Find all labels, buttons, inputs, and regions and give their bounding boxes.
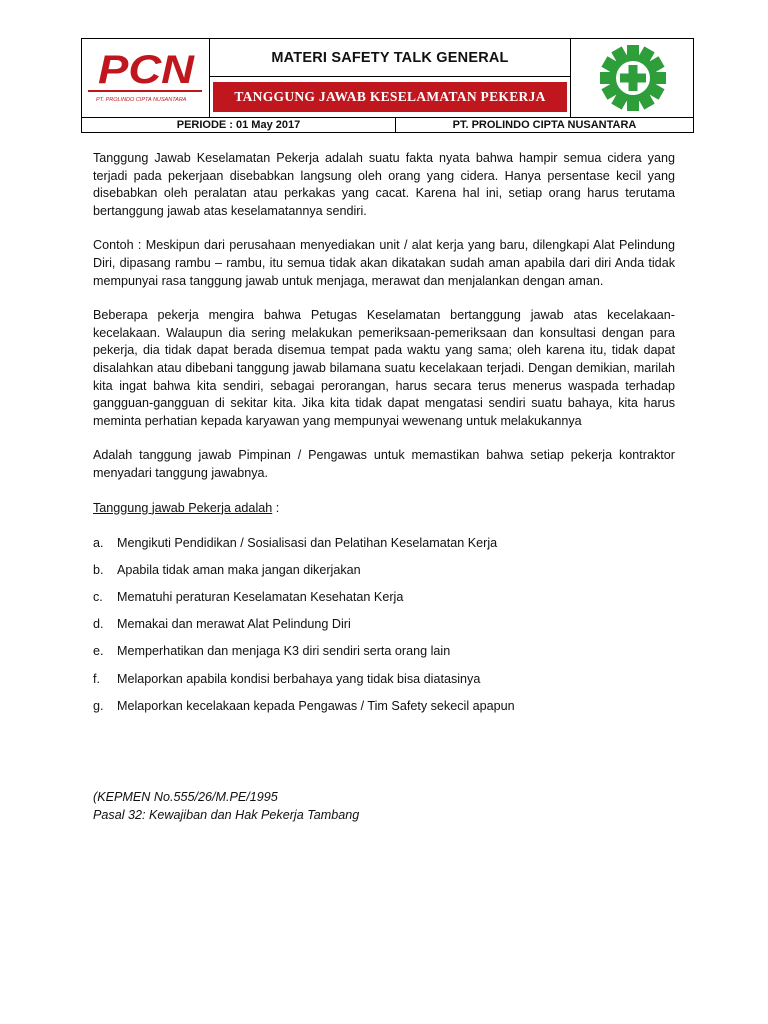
- list-marker: f.: [93, 671, 100, 686]
- list-item: [93, 643, 675, 661]
- list-item: [93, 671, 675, 689]
- document-body: [93, 150, 675, 725]
- list-item-text: Apabila tidak aman maka jangan dikerjakan: [117, 563, 361, 578]
- list-item-text: Memperhatikan dan menjaga K3 diri sendiri serta orang lain: [117, 644, 451, 659]
- paragraph: Adalah tanggung jawab Pimpinan / Pengawas untuk memastikan bahwa setiap pekerja kontraktor menyadari tanggung jawabnya.: [93, 448, 675, 480]
- list-item: [93, 589, 675, 607]
- list-item-text: Melaporkan apabila kondisi berbahaya yang tidak bisa diatasinya: [117, 671, 481, 686]
- list-item-text: Mematuhi peraturan Keselamatan Kesehatan Kerja: [117, 590, 404, 605]
- list-marker: b.: [93, 563, 104, 578]
- period-label: PERIODE : 01 May 2017: [82, 118, 396, 132]
- pcn-logo-icon: [82, 39, 208, 115]
- list-item: [93, 698, 675, 716]
- list-heading: [93, 500, 675, 518]
- paragraph: Contoh : Meskipun dari perusahaan menyediakan unit / alat kerja yang baru, dilengkapi Alat Pelindung Diri, dipasang rambu – rambu, itu semua tidak akan dikatakan sudah aman apabila dari diri Anda tidak mempunyai rasa tanggung jawab untuk menjaga, merawat dan menjalankan dengan aman.: [93, 238, 675, 288]
- list-item: [93, 616, 675, 634]
- document-header: [81, 38, 694, 133]
- list-item-text: Mengikuti Pendidikan / Sosialisasi dan Pelatihan Keselamatan Kerja: [117, 536, 498, 551]
- reference-line: Pasal 32: Kewajiban dan Hak Pekerja Tambang: [93, 808, 360, 822]
- list-item: [93, 535, 675, 553]
- list-heading-text: Tanggung jawab Pekerja adalah: [93, 500, 273, 515]
- company-name: PT. PROLINDO CIPTA NUSANTARA: [452, 119, 637, 131]
- list-marker: a.: [93, 536, 104, 551]
- logo-subtext: PT. PROLINDO CIPTA NUSANTARA: [96, 97, 187, 103]
- list-marker: d.: [93, 617, 104, 632]
- responsibility-list: [93, 535, 675, 715]
- reference-line: (KEPMEN No.555/26/M.PE/1995: [93, 790, 278, 804]
- list-marker: e.: [93, 644, 104, 659]
- document-title: MATERI SAFETY TALK GENERAL: [210, 39, 570, 77]
- company-logo: [82, 39, 210, 117]
- list-item-text: Melaporkan kecelakaan kepada Pengawas / Tim Safety sekecil apapun: [117, 698, 515, 713]
- list-heading-suffix: :: [272, 500, 280, 515]
- list-marker: g.: [93, 698, 104, 713]
- logo-text: PCN: [98, 48, 196, 92]
- paragraph: Tanggung Jawab Keselamatan Pekerja adalah suatu fakta nyata bahwa hampir semua cidera yang terjadi pada pekerjaan disebabkan langsung oleh orang yang cidera. Hanya persentase kecil yang disebabkan oleh peralatan atau perkakas yang cacat. Karena hal ini, setiap orang harus terutama bertanggung jawab atas keselamatannya sendiri.: [93, 151, 675, 218]
- list-item-text: Memakai dan merawat Alat Pelindung Diri: [117, 617, 351, 632]
- regulation-reference: [93, 788, 359, 824]
- list-marker: c.: [93, 590, 103, 605]
- safety-gear-cross-icon: [598, 43, 668, 113]
- list-item: [93, 562, 675, 580]
- document-subtitle: TANGGUNG JAWAB KESELAMATAN PEKERJA: [213, 82, 567, 112]
- paragraph: Beberapa pekerja mengira bahwa Petugas Keselamatan bertanggung jawab atas kecelakaan-kecelakaan. Walaupun dia sering melakukan pemeriksaan-pemeriksaan dan konsultasi dengan para pekerja, dia tidak dapat berada disemua tempat pada waktu yang sama; oleh karena itu, tidak dapat disalahkan atau dibebani tanggung jawab bilamana suatu kecelakaan terjadi. Dengan demikian, marilah kita ingat bahwa kita sendiri, sebagai perorangan, harus secara terus menerus waspada terhadap gangguan-gangguan di sekitar kita. Jika kita tidak dapat mengatasi sendiri suatu bahaya, kita harus meminta perhatian kepada karyawan yang mempunyai wewenang untuk melakukannya: [93, 308, 675, 428]
- safety-logo: [570, 39, 694, 117]
